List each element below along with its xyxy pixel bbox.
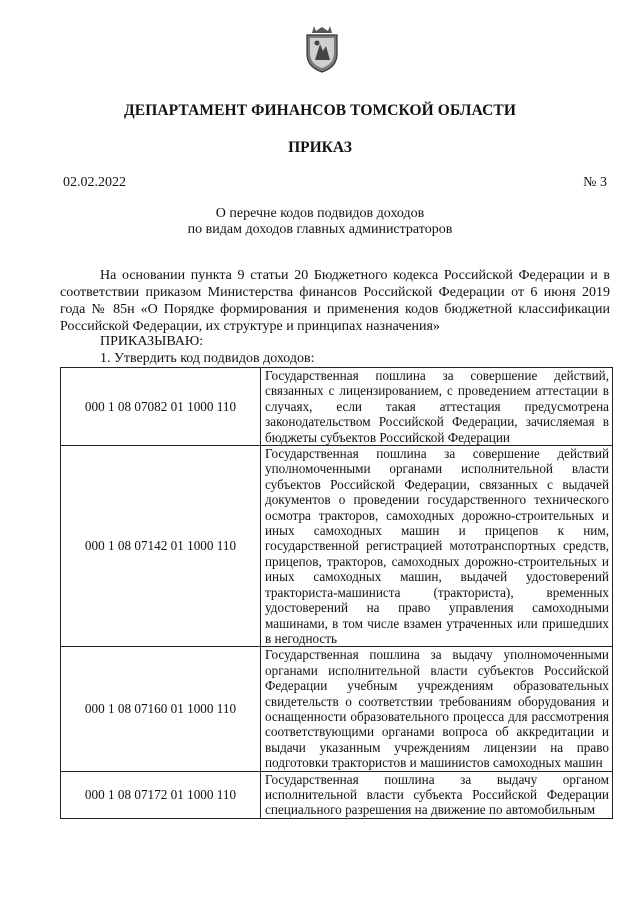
description-cell: Государственная пошлина за совершение действий уполномоченными органами исполнительной власти субъектов Российской Федерации, связанных с выдачей документов о проведении государственного технического осмотра тракторов, самоходных дорожно-строительных и иных самоходных машин и прицепов к ним, государственной регистрацией мототранспортных средств, прицепов, тракторов, самоходных дорожно-строительных и иных самоходных машин, выдачей удостоверений тракториста-машиниста (тракториста), временных удостоверений на право управления самоходными машинами, в том числе взамен утраченных или пришедших в негодность: [261, 446, 613, 647]
table-row: [61, 647, 613, 771]
coat-of-arms-icon: [302, 24, 342, 74]
basis-paragraph: На основании пункта 9 статьи 20 Бюджетного кодекса Российской Федерации и в соответствии приказом Министерства финансов Российской Федерации от 6 июня 2019 года № 85н «О Порядке формирования и применения кодов бюджетной классификации Российской Федерации, их структуре и принципах назначения»: [60, 268, 610, 334]
code-cell: 000 1 08 07142 01 1000 110: [61, 446, 261, 647]
decree-word: ПРИКАЗЫВАЮ:: [100, 334, 204, 349]
description-cell: Государственная пошлина за выдачу органом исполнительной власти субъекта Российской Федерации специального разрешения на движение по автомобильным: [261, 771, 613, 818]
description-cell: Государственная пошлина за выдачу уполномоченными органами исполнительной власти субъектов Российской Федерации учебным учреждениям образовательных свидетельств о соответствии требованиям оборудования и оснащенности образовательного процесса для рассмотрения соответствующими органами вопроса об аккредитации и выдачи указанным учреждениям лицензии на право подготовки трактористов и машинистов самоходных машин: [261, 647, 613, 771]
code-cell: 000 1 08 07160 01 1000 110: [61, 647, 261, 771]
order-date: 02.02.2022: [63, 175, 126, 190]
code-cell: 000 1 08 07082 01 1000 110: [61, 368, 261, 446]
item-1: 1. Утвердить код подвидов доходов:: [100, 351, 315, 366]
table-row: [61, 368, 613, 446]
department-title: ДЕПАРТАМЕНТ ФИНАНСОВ ТОМСКОЙ ОБЛАСТИ: [124, 102, 516, 119]
order-number: № 3: [583, 175, 607, 190]
code-cell: 000 1 08 07172 01 1000 110: [61, 771, 261, 818]
subject-line-2: по видам доходов главных администраторов: [187, 222, 453, 237]
description-cell: Государственная пошлина за совершение действий, связанных с лицензированием, с проведением аттестации в случаях, если такая аттестация предусмотрена законодательством Российской Федерации, зачисляемая в бюджеты субъектов Российской Федерации: [261, 368, 613, 446]
table-row: [61, 771, 613, 818]
subject-line-1: О перечне кодов подвидов доходов: [215, 206, 425, 221]
table-row: [61, 446, 613, 647]
order-subject: [0, 206, 640, 238]
income-codes-table: [60, 367, 613, 819]
document-type: ПРИКАЗ: [288, 139, 352, 156]
